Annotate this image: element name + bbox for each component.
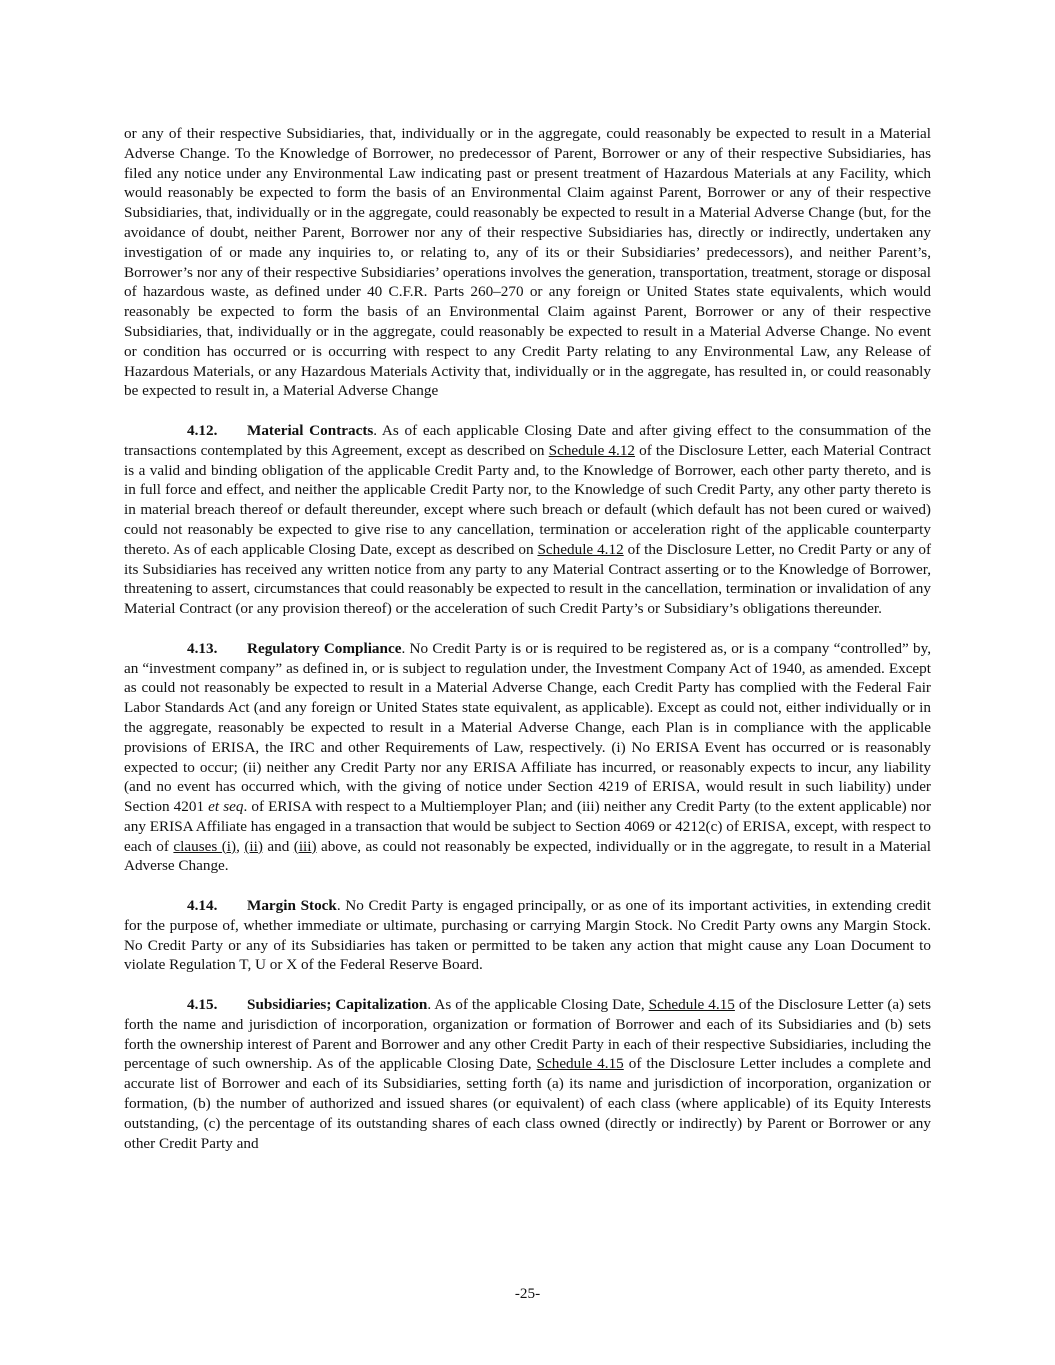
- section-heading: Regulatory Compliance: [247, 639, 402, 657]
- italic-term: et seq: [208, 798, 244, 816]
- section-text: of the Disclosure Letter (a) sets forth the name and jurisdiction of incorporation, organization or formation of Borrower and each of its Subsidiaries and (b) sets forth the ownership interest of Parent and Borrower and any other Credit Party in each of their respective Subsidiaries, including the percentage of such ownership. As of the applicable Closing Date,: [124, 996, 931, 1073]
- section-text: . No Credit Party is engaged principally, or as one of its important activities, in extending credit for the purpose of, whether immediate or ultimate, purchasing or carrying Margin Stock. No Credit Party owns any Margin Stock. No Credit Party or any of its Subsidiaries has taken or permitted to be taken any action that might cause any Loan Document to violate Regulation T, U or X of the Federal Reserve Board.: [124, 897, 931, 974]
- schedule-reference: Schedule 4.15: [648, 996, 735, 1014]
- section-text: above, as could not reasonably be expected, individually or in the aggregate, to result in a Material Adverse Change.: [124, 837, 931, 875]
- section-text: . No Credit Party is or is required to be registered as, or is a company “controlled” by, an “investment company” as defined in, or is subject to regulation under, the Investment Company Act of 1940, as amended. Except as could not reasonably be expected to result in a Material Adverse Change, each Credit Party has complied with the Federal Fair Labor Standards Act (and any foreign or United States state equivalent, as applicable). Except as could not, either individually or in the aggregate, reasonably be expected to result in a Material Adverse Change, each Plan is in compliance with the applicable provisions of ERISA, the IRC and other Requirements of Law, respectively. (i) No ERISA Event has occurred or is reasonably expected to occur; (ii) neither any Credit Party nor any ERISA Affiliate has incurred, or reasonably expects to incur, any liability (and no event has occurred which, with the giving of notice under Section 4219 of ERISA, would result in such liability) under Section 4201: [124, 639, 932, 816]
- section-text: of the Disclosure Letter, each Material Contract is a valid and binding obligation of the applicable Credit Party and, to the Knowledge of Borrower, each other party thereto, and is in full force and effect, and neither the applicable Credit Party nor, to the Knowledge of such Credit Party, any other party thereto is in material breach thereof or default thereunder, except where such breach or default (which default has not been cured or waived) could not reasonably be expected to give rise to any cancellation, termination or acceleration right of the applicable counterparty thereto. As of each applicable Closing Date, except as described on: [124, 441, 931, 558]
- clause-reference: (ii): [244, 837, 263, 855]
- section-text: and: [262, 837, 294, 855]
- section-4-12: [124, 421, 931, 619]
- section-heading: Material Contracts: [247, 421, 374, 439]
- section-heading: Margin Stock: [247, 897, 337, 915]
- section-number: 4.14.: [187, 897, 218, 915]
- schedule-reference: Schedule 4.15: [536, 1055, 624, 1073]
- schedule-reference: Schedule 4.12: [548, 441, 636, 459]
- section-text: . As of each applicable Closing Date and after giving effect to the consummation of the transactions contemplated by this Agreement, except as described on: [124, 421, 931, 459]
- section-number: 4.12.: [187, 421, 218, 439]
- section-text: of the Disclosure Letter, no Credit Party or any of its Subsidiaries has received any written notice from any party to any Material Contract asserting or to the Knowledge of Borrower, threatening to assert, circumstances that could reasonably be expected to result in the cancellation, termination or invalidation of any Material Contract (or any provision thereof) or the acceleration of such Credit Party’s or Subsidiary’s obligations thereunder.: [124, 540, 932, 618]
- section-number: 4.13.: [187, 639, 218, 657]
- section-4-15: [124, 995, 931, 1153]
- continuation-text: or any of their respective Subsidiaries, that, individually or in the aggregate, could reasonably be expected to result in a Material Adverse Change. To the Knowledge of Borrower, no predecessor of Parent, Borrower or any of their respective Subsidiaries, has filed any notice under any Environmental Law indicating past or present treatment of Hazardous Materials at any Facility, which would reasonably be expected to form the basis of an Environmental Claim against Parent, Borrower or any of their respective Subsidiaries, that, individually or in the aggregate, could reasonably be expected to result in a Material Adverse Change (but, for the avoidance of doubt, neither Parent, Borrower nor any of their respective Subsidiaries has, directly or indirectly, undertaken any investigation of or made any inquiries to, or relating to, any of its or their Subsidiaries’ predecessors), and neither Parent’s, Borrower’s nor any of their respective Subsidiaries’ operations involves the generation, transportation, treatment, storage or disposal of hazardous waste, as defined under 40 C.F.R. Parts 260–270 or any foreign or United States state equivalents, which would reasonably be expected to form the basis of an Environmental Claim against Parent, Borrower or any of their respective Subsidiaries, that, individually or in the aggregate, could reasonably be expected to result in a Material Adverse Change. No event or condition has occurred or is occurring with respect to any Credit Party relating to any Environmental Law, any Release of Hazardous Materials, or any Hazardous Materials Activity that, individually or in the aggregate, has resulted in, or could reasonably be expected to result in, a Material Adverse Change: [124, 125, 931, 400]
- schedule-reference: Schedule 4.12: [537, 540, 624, 558]
- page-number: -25-: [514, 1285, 541, 1302]
- clause-reference: (iii): [293, 837, 317, 855]
- section-4-13: [124, 639, 931, 877]
- clause-reference: clauses (i): [173, 837, 237, 855]
- section-text: ,: [236, 837, 245, 855]
- section-4-14: [124, 896, 931, 975]
- section-text: . of ERISA with respect to a Multiemployer Plan; and (iii) neither any Credit Party (to the extent applicable) nor any ERISA Affiliate has engaged in a transaction that would be subject to Section 4069 or 4212(c) of ERISA, except, with respect to each of: [124, 798, 931, 855]
- section-text: of the Disclosure Letter includes a complete and accurate list of Borrower and each of its Subsidiaries, setting forth (a) its name and jurisdiction of incorporation, organization or formation, (b) the number of authorized and issued shares (or equivalent) of each class (where applicable) of its Equity Interests outstanding, (c) the percentage of its outstanding shares of each class owned (directly or indirectly) by Parent or Borrower or any other Credit Party and: [124, 1055, 931, 1152]
- section-number: 4.15.: [187, 996, 218, 1014]
- document-page: [124, 124, 931, 1173]
- section-text: . As of the applicable Closing Date,: [427, 996, 649, 1014]
- section-heading: Subsidiaries; Capitalization: [247, 996, 428, 1014]
- continuation-paragraph: [124, 124, 931, 401]
